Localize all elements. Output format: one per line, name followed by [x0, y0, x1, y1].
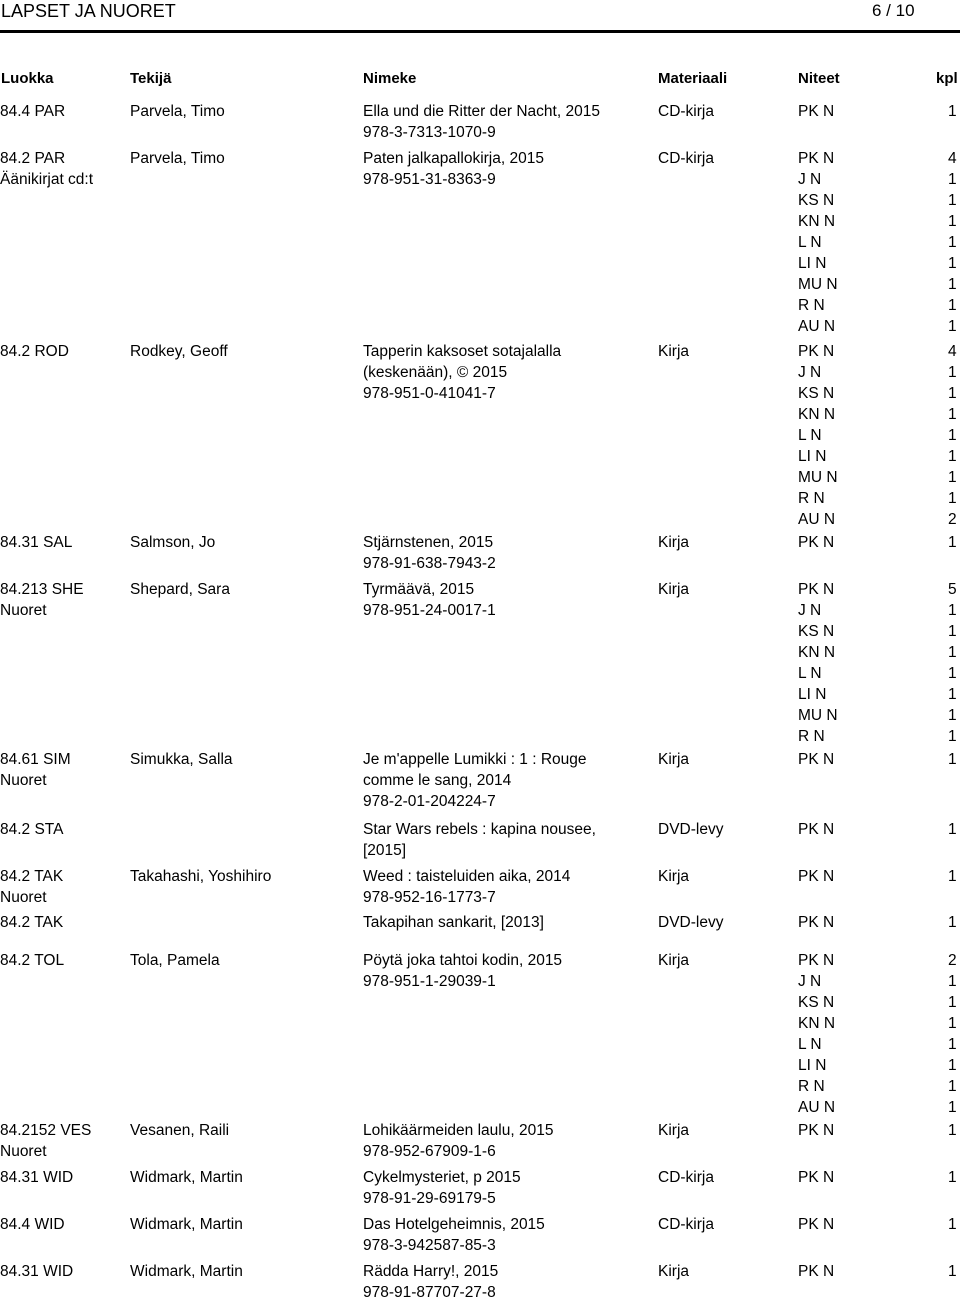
- holdings-list: [0, 1120, 960, 1141]
- holding-location: PK N: [798, 103, 835, 120]
- holding-row: [0, 819, 960, 840]
- holding-count: 2: [948, 952, 957, 969]
- holding-count: 1: [948, 644, 957, 661]
- holding-row: [0, 446, 960, 467]
- document-title: LAPSET JA NUORET: [1, 1, 176, 21]
- title-line: 978-3-7313-1070-9: [363, 124, 496, 141]
- author: Simukka, Salla: [130, 751, 233, 768]
- holding-location: MU N: [798, 276, 838, 293]
- class-code: 84.2 TAK: [0, 868, 64, 885]
- title-line: 978-952-16-1773-7: [363, 889, 496, 906]
- title-line: [2015]: [363, 842, 407, 859]
- holding-location: L N: [798, 1036, 822, 1053]
- holding-location: MU N: [798, 707, 838, 724]
- holding-location: KS N: [798, 192, 835, 209]
- title-line: Takapihan sankarit, [2013]: [363, 914, 544, 931]
- holding-count: 1: [948, 623, 957, 640]
- holding-row: [0, 1013, 960, 1034]
- holding-count: 4: [948, 150, 957, 167]
- holding-row: [0, 148, 960, 169]
- holding-count: 1: [948, 821, 957, 838]
- title-line: (keskenään), © 2015: [363, 364, 508, 381]
- material-type: Kirja: [658, 952, 690, 969]
- holding-location: KN N: [798, 213, 836, 230]
- column-header-materiaali: Materiaali: [658, 70, 728, 87]
- column-header-niteet: Niteet: [798, 70, 840, 87]
- holding-count: 1: [948, 665, 957, 682]
- holding-location: L N: [798, 234, 822, 251]
- holding-count: 1: [948, 1015, 957, 1032]
- title-line: comme le sang, 2014: [363, 772, 512, 789]
- holding-row: [0, 579, 960, 600]
- material-type: Kirja: [658, 868, 690, 885]
- holding-count: 1: [948, 868, 957, 885]
- holding-row: [0, 992, 960, 1013]
- material-type: Kirja: [658, 343, 690, 360]
- holding-location: AU N: [798, 318, 836, 335]
- holding-row: [0, 1214, 960, 1235]
- holding-row: [0, 971, 960, 992]
- title-line: Rädda Harry!, 2015: [363, 1263, 499, 1280]
- holding-count: 1: [948, 914, 957, 931]
- holding-location: PK N: [798, 343, 835, 360]
- holding-row: [0, 532, 960, 553]
- class-code: 84.2 TOL: [0, 952, 65, 969]
- holding-count: 1: [948, 276, 957, 293]
- holding-count: 1: [948, 1122, 957, 1139]
- holding-location: KN N: [798, 644, 836, 661]
- holding-row: [0, 705, 960, 726]
- title-line: Tyrmäävä, 2015: [363, 581, 475, 598]
- holding-row: [0, 101, 960, 122]
- holding-row: [0, 642, 960, 663]
- holding-count: 1: [948, 171, 957, 188]
- page-header: [0, 0, 960, 24]
- holding-row: [0, 1076, 960, 1097]
- holding-location: PK N: [798, 868, 835, 885]
- author: Parvela, Timo: [130, 150, 225, 167]
- title-line: 978-3-942587-85-3: [363, 1237, 496, 1254]
- holding-location: LI N: [798, 255, 827, 272]
- holding-location: LI N: [798, 448, 827, 465]
- author: Vesanen, Raili: [130, 1122, 230, 1139]
- title-line: Weed : taisteluiden aika, 2014: [363, 868, 571, 885]
- holding-row: [0, 253, 960, 274]
- title-line: Pöytä joka tahtoi kodin, 2015: [363, 952, 563, 969]
- material-type: CD-kirja: [658, 150, 714, 167]
- holding-count: 1: [948, 427, 957, 444]
- material-type: CD-kirja: [658, 103, 714, 120]
- holding-row: [0, 467, 960, 488]
- class-code: 84.2 ROD: [0, 343, 69, 360]
- collection-name: Nuoret: [0, 1143, 47, 1160]
- column-header-nimeke: Nimeke: [363, 70, 417, 87]
- holding-row: [0, 316, 960, 337]
- holding-location: PK N: [798, 1263, 835, 1280]
- holding-location: L N: [798, 427, 822, 444]
- material-type: CD-kirja: [658, 1216, 714, 1233]
- holding-row: [0, 866, 960, 887]
- title-line: Tapperin kaksoset sotajalalla: [363, 343, 562, 360]
- title-line: 978-91-29-69179-5: [363, 1190, 496, 1207]
- holding-row: [0, 404, 960, 425]
- collection-name: Nuoret: [0, 772, 47, 789]
- material-type: Kirja: [658, 1122, 690, 1139]
- holding-count: 1: [948, 364, 957, 381]
- holding-location: J N: [798, 364, 822, 381]
- class-code: 84.31 WID: [0, 1263, 74, 1280]
- holding-row: [0, 1055, 960, 1076]
- holding-count: 1: [948, 1169, 957, 1186]
- material-type: Kirja: [658, 581, 690, 598]
- holding-location: KS N: [798, 623, 835, 640]
- holding-location: KS N: [798, 994, 835, 1011]
- holding-location: L N: [798, 665, 822, 682]
- holding-location: PK N: [798, 1216, 835, 1233]
- holding-count: 1: [948, 728, 957, 745]
- holding-count: 5: [948, 581, 957, 598]
- holding-location: PK N: [798, 821, 835, 838]
- holding-count: 1: [948, 448, 957, 465]
- holding-row: [0, 726, 960, 747]
- class-code: 84.2 STA: [0, 821, 64, 838]
- title-line: Paten jalkapallokirja, 2015: [363, 150, 544, 167]
- title-line: Ella und die Ritter der Nacht, 2015: [363, 103, 600, 120]
- holding-row: [0, 362, 960, 383]
- holding-count: 1: [948, 1216, 957, 1233]
- material-type: CD-kirja: [658, 1169, 714, 1186]
- holdings-list: [0, 950, 960, 1118]
- holding-count: 1: [948, 973, 957, 990]
- holdings-list: [0, 866, 960, 887]
- author: Widmark, Martin: [130, 1263, 243, 1280]
- holding-location: PK N: [798, 914, 835, 931]
- author: Widmark, Martin: [130, 1169, 243, 1186]
- holding-count: 1: [948, 297, 957, 314]
- holding-row: [0, 1261, 960, 1282]
- holdings-list: [0, 532, 960, 553]
- holding-location: PK N: [798, 534, 835, 551]
- class-code: 84.31 SAL: [0, 534, 73, 551]
- holding-location: R N: [798, 728, 825, 745]
- holding-count: 1: [948, 490, 957, 507]
- holding-count: 1: [948, 707, 957, 724]
- class-code: 84.2 TAK: [0, 914, 64, 931]
- holding-row: [0, 211, 960, 232]
- holding-row: [0, 621, 960, 642]
- author: Shepard, Sara: [130, 581, 230, 598]
- title-line: 978-91-638-7943-2: [363, 555, 496, 572]
- class-code: 84.61 SIM: [0, 751, 71, 768]
- title-line: Cykelmysteriet, p 2015: [363, 1169, 521, 1186]
- material-type: Kirja: [658, 751, 690, 768]
- holding-count: 1: [948, 1057, 957, 1074]
- class-code: 84.2 PAR: [0, 150, 66, 167]
- collection-name: Nuoret: [0, 889, 47, 906]
- collection-name: Äänikirjat cd:t: [0, 171, 94, 188]
- holdings-list: [0, 912, 960, 933]
- holding-count: 1: [948, 994, 957, 1011]
- author: Parvela, Timo: [130, 103, 225, 120]
- holding-count: 1: [948, 318, 957, 335]
- holding-count: 1: [948, 1263, 957, 1280]
- holding-location: R N: [798, 490, 825, 507]
- holding-location: J N: [798, 973, 822, 990]
- holding-row: [0, 1120, 960, 1141]
- holdings-list: [0, 1167, 960, 1188]
- title-line: Stjärnstenen, 2015: [363, 534, 494, 551]
- holdings-list: [0, 579, 960, 747]
- material-type: DVD-levy: [658, 914, 724, 931]
- holding-row: [0, 232, 960, 253]
- holdings-list: [0, 1214, 960, 1235]
- author: Rodkey, Geoff: [130, 343, 228, 360]
- holding-count: 1: [948, 1099, 957, 1116]
- title-line: Das Hotelgeheimnis, 2015: [363, 1216, 545, 1233]
- holding-row: [0, 1034, 960, 1055]
- holding-row: [0, 600, 960, 621]
- class-code: 84.213 SHE: [0, 581, 84, 598]
- title-line: 978-952-67909-1-6: [363, 1143, 496, 1160]
- holding-location: PK N: [798, 581, 835, 598]
- holding-count: 1: [948, 255, 957, 272]
- holding-row: [0, 684, 960, 705]
- holding-count: 1: [948, 534, 957, 551]
- holding-row: [0, 383, 960, 404]
- holding-row: [0, 1097, 960, 1118]
- holding-count: 1: [948, 213, 957, 230]
- holding-row: [0, 341, 960, 362]
- holding-count: 1: [948, 1078, 957, 1095]
- holding-count: 1: [948, 751, 957, 768]
- column-header-kpl: kpl: [936, 70, 958, 87]
- holdings-list: [0, 101, 960, 122]
- page-number: 6 / 10: [872, 1, 915, 20]
- author: Takahashi, Yoshihiro: [130, 868, 272, 885]
- holding-count: 1: [948, 385, 957, 402]
- holding-row: [0, 509, 960, 530]
- title-line: 978-2-01-204224-7: [363, 793, 496, 810]
- title-line: 978-951-0-41041-7: [363, 385, 496, 402]
- author: Tola, Pamela: [130, 952, 220, 969]
- holding-count: 1: [948, 686, 957, 703]
- title-line: 978-951-1-29039-1: [363, 973, 496, 990]
- holding-location: KN N: [798, 1015, 836, 1032]
- holding-row: [0, 295, 960, 316]
- holdings-list: [0, 148, 960, 337]
- holding-count: 1: [948, 192, 957, 209]
- title-line: Lohikäärmeiden laulu, 2015: [363, 1122, 554, 1139]
- holdings-list: [0, 819, 960, 840]
- holding-location: R N: [798, 297, 825, 314]
- author: Salmson, Jo: [130, 534, 216, 551]
- holding-location: KS N: [798, 385, 835, 402]
- holding-location: PK N: [798, 1169, 835, 1186]
- column-header-luokka: Luokka: [1, 70, 54, 87]
- collection-name: Nuoret: [0, 602, 47, 619]
- holding-count: 1: [948, 234, 957, 251]
- holding-count: 1: [948, 602, 957, 619]
- holding-row: [0, 190, 960, 211]
- holding-row: [0, 425, 960, 446]
- material-type: Kirja: [658, 534, 690, 551]
- title-line: Star Wars rebels : kapina nousee,: [363, 821, 596, 838]
- material-type: DVD-levy: [658, 821, 724, 838]
- holding-location: KN N: [798, 406, 836, 423]
- holding-location: PK N: [798, 1122, 835, 1139]
- title-line: 978-951-24-0017-1: [363, 602, 496, 619]
- holdings-list: [0, 341, 960, 530]
- class-code: 84.4 WID: [0, 1216, 65, 1233]
- holding-location: J N: [798, 171, 822, 188]
- holding-location: LI N: [798, 686, 827, 703]
- holding-location: AU N: [798, 1099, 836, 1116]
- material-type: Kirja: [658, 1263, 690, 1280]
- holdings-list: [0, 749, 960, 770]
- holding-count: 1: [948, 406, 957, 423]
- class-code: 84.4 PAR: [0, 103, 66, 120]
- holding-row: [0, 749, 960, 770]
- class-code: 84.2152 VES: [0, 1122, 92, 1139]
- holding-location: MU N: [798, 469, 838, 486]
- header-rule: [0, 30, 960, 33]
- holdings-list: [0, 1261, 960, 1282]
- holding-row: [0, 950, 960, 971]
- author: Widmark, Martin: [130, 1216, 243, 1233]
- holding-count: 1: [948, 1036, 957, 1053]
- holding-row: [0, 912, 960, 933]
- column-header-tekija: Tekijä: [130, 70, 172, 87]
- holding-count: 1: [948, 469, 957, 486]
- holding-location: J N: [798, 602, 822, 619]
- holding-count: 1: [948, 103, 957, 120]
- title-line: Je m'appelle Lumikki : 1 : Rouge: [363, 751, 587, 768]
- holding-location: PK N: [798, 150, 835, 167]
- holding-count: 4: [948, 343, 957, 360]
- holding-location: PK N: [798, 952, 835, 969]
- title-line: 978-91-87707-27-8: [363, 1284, 496, 1301]
- holding-row: [0, 274, 960, 295]
- class-code: 84.31 WID: [0, 1169, 74, 1186]
- holding-row: [0, 488, 960, 509]
- holding-row: [0, 663, 960, 684]
- holding-row: [0, 1167, 960, 1188]
- holding-location: PK N: [798, 751, 835, 768]
- holding-location: R N: [798, 1078, 825, 1095]
- holding-count: 2: [948, 511, 957, 528]
- holding-location: AU N: [798, 511, 836, 528]
- holding-row: [0, 169, 960, 190]
- title-line: 978-951-31-8363-9: [363, 171, 496, 188]
- holding-location: LI N: [798, 1057, 827, 1074]
